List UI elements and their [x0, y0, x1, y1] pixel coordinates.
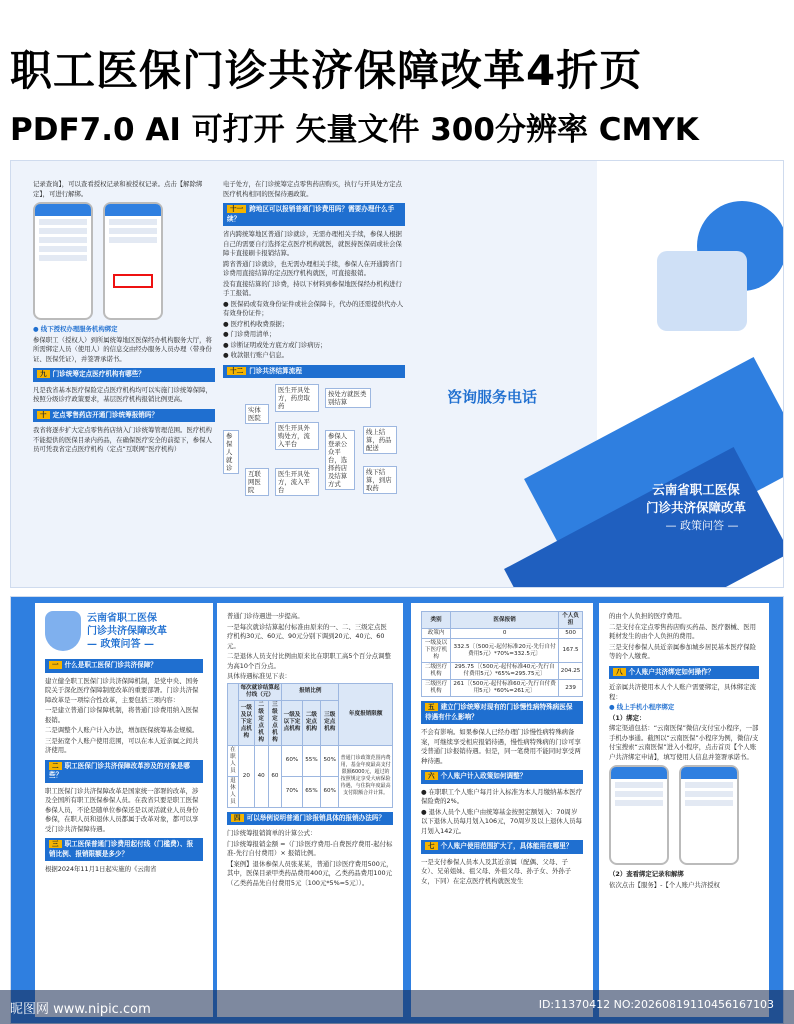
body-text: 三是拓宽个人账户使用范围，可以在本人近亲属之间共济使用。 — [45, 736, 199, 754]
table-header: 医保报销 — [451, 612, 559, 629]
cover-title-line: 门诊共济保障改革 — [645, 500, 746, 515]
body-text: ● 在职职工个人账户每月计入标准为本人月缴纳基本医疗保险费的2%。 — [421, 787, 582, 805]
watermark-site: 昵图网 www.nipic.com — [10, 1002, 151, 1017]
table-cell: 295.75〔（500元-起付标准40元-先行自付费用5元）*65%=295.75元〕 — [451, 663, 559, 680]
body-text: 普通门诊待遇进一步提高。 — [227, 612, 304, 620]
page-title: 职工医保门诊共济保障改革4折页 — [10, 46, 643, 95]
phone-mockup — [609, 765, 669, 865]
body-text: 我省将逐步扩大定点零售药店纳入门诊统筹管理范围。医疗机构不能提供的医保目录内药品，在确保医疗安全的前提下，参保人员可凭我省定点医疗机构（定点“互联网”医疗机构） — [33, 426, 212, 453]
section-heading — [33, 409, 215, 423]
table-cell: 70% — [282, 776, 303, 807]
section-title: 定点零售药店开通门诊统筹报销吗？ — [52, 410, 159, 419]
front-sheet — [10, 160, 784, 588]
table-header: 年度报销限额 — [339, 683, 393, 745]
panel-2 — [217, 603, 403, 1017]
item-heading: ● 线上手机小程序绑定 — [609, 703, 675, 711]
watermark-bar — [0, 990, 794, 1024]
table-cell: 60% — [321, 776, 339, 807]
list-item: ● 收款银行账户信息。 — [223, 351, 289, 359]
body-text: 门诊统筹报销金额 =（门诊医疗费用-自费医疗费用-起付标准-先行自付费用）× 报销比例。 — [227, 839, 393, 857]
table-cell: 60 — [268, 745, 282, 807]
body-text: 二是调整个人账户计入办法，增加医保统筹基金规模。 — [45, 726, 199, 734]
table-row — [228, 745, 393, 776]
panel-2 — [223, 161, 405, 587]
table-row — [422, 639, 583, 663]
table-cell: 政策内 — [422, 629, 451, 639]
consult-heading: 咨询服务电话 — [447, 388, 538, 406]
table-cell: 普通门诊政策范围内费用，基金年度最高支付限额6000元，超过的按照规定享受大病保险待遇，与住院年度最高支付限额合并计算。 — [339, 745, 393, 807]
section-number: 六 — [425, 772, 438, 780]
cover-subtitle: — 政策问答 — — [665, 519, 739, 532]
intro-text: 记录查询】，可以查看授权记录和被授权记录。点击【解除绑定】，可进行解绑。 — [33, 180, 203, 198]
table-header: 个人负担 — [559, 612, 583, 629]
highlight-box — [113, 274, 153, 288]
flow-node: 线下结算，到店取药 — [363, 466, 397, 494]
table-header: 类别 — [422, 612, 451, 629]
phone-screenshots — [33, 200, 215, 324]
section-number: 十一 — [227, 205, 246, 213]
table-cell: 20 — [238, 745, 254, 807]
body-text: 凡是我省基本医疗保险定点医疗机构均可以实施门诊统筹保障，按照分级诊疗政策要求，基层医疗机构报销比例更高。 — [33, 385, 212, 403]
back-sheet — [10, 596, 784, 1024]
flow-node: 按处方就医类别结算 — [325, 388, 371, 408]
cover-panel — [597, 161, 784, 587]
body-text: 建立健全职工医保门诊共济保障机制，是党中央、国务院关于深化医疗保障制度改革的重要部署。门诊共济保障改革是一项综合性改革，主要包括三项内容： — [45, 676, 199, 704]
section-title: 门诊统筹定点医疗机构有哪些？ — [52, 370, 145, 378]
flow-start: 参保人就诊 — [223, 430, 239, 474]
section-heading — [45, 838, 203, 861]
body-text: ● 退休人员个人账户由统筹基金按照定额划入：70周岁以下退休人员每月划入106元，70周岁及以上退休人员每月划入142元。 — [421, 807, 582, 835]
flow-node: 实体医院 — [245, 404, 269, 424]
panel-4 — [599, 603, 769, 1017]
benefit-table — [227, 683, 393, 808]
section-number: 十 — [37, 411, 50, 419]
table-title: 具体待遇标准见下表： — [227, 672, 291, 680]
flow-node: 医生开具外购处方，流入平台 — [275, 422, 319, 450]
logo-line: 云南省职工医保 — [87, 612, 157, 624]
phone-mockup — [679, 765, 739, 865]
table-cell: 65% — [302, 776, 320, 807]
cover-title-line: 云南省职工医保 — [652, 482, 740, 497]
shield-icon — [45, 611, 81, 651]
body-text: 职工医保门诊共济保障改革是国家统一部署的改革，涉及全国所有职工医保参保人员。在我省只要是职工医保参保人员，不论是随单位参保还是以灵活就业人员身份参保，在职人员和退休人员都属于改革对象，都可以享受门诊共济保障待遇。 — [45, 786, 199, 833]
list-item: ● 诊断证明或处方底方或门诊病历； — [223, 340, 327, 349]
flow-node: 参保人登录公众平台，选择药店及结算方式 — [325, 430, 355, 490]
table-cell: 261〔（500元-起付标准60元-先行自付费用5元）*60%=261元〕 — [451, 680, 559, 697]
panel-1 — [35, 603, 213, 1017]
table-cell: 55% — [302, 745, 320, 776]
table-header: 一级及以下定点机构 — [282, 700, 303, 745]
intro-text: 电子处方，在门诊统筹定点零售药店购买，执行与开具处方定点医疗机构相同的医保待遇政策。 — [223, 180, 402, 198]
table-header: 一级及以下定点机构 — [238, 700, 254, 745]
table-row — [422, 663, 583, 680]
section-title: 可以举例说明普通门诊报销具体的报销办法吗？ — [246, 813, 386, 822]
section-title: 跨地区可以报销普通门诊费用吗？需要办理什么手续？ — [227, 205, 395, 223]
section-title: 个人账户共济绑定如何操作？ — [628, 667, 715, 676]
table-cell: 204.25 — [559, 663, 583, 680]
body-text: 一是支付参保人员本人及其近亲属（配偶、父母、子女）、兄弟姐妹、祖父母、外祖父母、孙子女、外孙子女，下同）在定点医疗机构就医发生 — [421, 857, 572, 885]
section-title: 建立门诊统筹对现有的门诊慢性病特殊病医保待遇有什么影响？ — [425, 703, 573, 721]
table-header: 二级定点机构 — [302, 700, 320, 745]
body-text: 根据2024年11月1日起实施的《云南省 — [45, 865, 157, 873]
table-header: 二级定点机构 — [254, 700, 268, 745]
body-text: 参保职工（授权人）到所属统筹地区医保经办机构服务大厅，将所需绑定人员（使用人）的信息交由经办服务人员办理（带身份证、医保凭证），并签署承诺书。 — [33, 335, 212, 363]
body-text: 近亲属共济使用本人个人账户需要绑定，具体绑定流程： — [609, 683, 756, 701]
item-heading: ● 线下授权办理服务机构绑定 — [33, 325, 118, 333]
watermark-id: ID:11370412 NO:20260819110456167103 — [538, 998, 774, 1011]
table-cell: 在职人员 — [228, 745, 239, 776]
section-number: 十二 — [227, 367, 246, 375]
body-text: 二是支付在定点零售药店购买药品、医疗器械、医用耗材发生的由个人负担的费用。 — [609, 622, 756, 640]
phone-mockup — [103, 202, 163, 320]
table-cell: 239 — [559, 680, 583, 697]
body-text: 门诊统筹报销简单的计算公式： — [227, 829, 317, 837]
section-number: 九 — [37, 370, 50, 378]
section-number: 一 — [49, 661, 62, 669]
section-heading — [421, 770, 583, 784]
section-number: 七 — [425, 842, 438, 850]
section-heading — [33, 368, 215, 382]
panel-3 — [411, 603, 593, 1017]
phone-screenshots — [609, 763, 759, 869]
table-cell: 40 — [254, 745, 268, 807]
section-heading — [223, 365, 405, 379]
panel-1 — [33, 161, 215, 587]
body-text: 三是支付参保人员近亲属参加城乡居民基本医疗保险等的个人缴费。 — [609, 642, 756, 660]
body-text: 省内跨统筹地区普通门诊就诊，无需办理相关手续，参保人根据自己的需要自行选择定点医疗机构就医，就医持医保码或社会保障卡直接刷卡报销结算。 — [223, 230, 402, 257]
table-cell: 一级及以下医疗机构 — [422, 639, 451, 663]
table-header: 三级定点机构 — [321, 700, 339, 745]
body-text: 绑定渠道包括：“云南医保”微信/支付宝小程序，一部手机办事通。截图以“云南医保”小程序为例，微信/支付宝搜索“云南医保”进入小程序，点击首页【个人账户共济绑定申请】，填写使用人信息并签署承诺书。 — [609, 724, 759, 761]
flow-node: 医生开具处方，药房取药 — [275, 384, 319, 412]
section-heading — [45, 659, 203, 673]
file-specs: PDF7.0 AI 可打开 矢量文件 300分辨率 CMYK — [10, 112, 699, 148]
settlement-flowchart — [223, 382, 405, 502]
phone-mockup — [33, 202, 93, 320]
logo-line: 门诊共济保障改革 — [87, 625, 167, 637]
section-title: 门诊共济结算流程 — [249, 366, 302, 375]
section-title: 职工医保普通门诊费用起付线（门槛费）、报销比例、报销限额是多少？ — [49, 840, 194, 858]
list-item: ● 医保码或有效身份证件或社会保障卡，代办的还需提供代办人有效身份证件； — [223, 299, 404, 317]
table-header: 报销比例 — [282, 683, 339, 700]
body-text: 【案例】退休参保人员张某某，普通门诊医疗费用500元，其中，医保目录甲类药品费用400元，乙类药品费用100元（乙类药品先自付费用5元〔100元*5%=5元〕）。 — [227, 859, 393, 887]
section-number: 四 — [231, 814, 244, 822]
table-cell: 167.5 — [559, 639, 583, 663]
section-title: 个人账户使用范围扩大了，具体能用在哪里？ — [440, 842, 573, 850]
table-cell: 0 — [451, 629, 559, 639]
panel-3 — [407, 161, 595, 587]
table-cell: 二级医疗机构 — [422, 663, 451, 680]
table-cell: 50% — [321, 745, 339, 776]
section-heading — [227, 812, 393, 826]
step-heading: （2）查看绑定记录和解绑 — [609, 870, 684, 878]
logo-line: — 政策问答 — — [87, 638, 154, 650]
section-heading — [421, 701, 583, 724]
body-text: 的由个人负担的医疗费用。 — [609, 612, 686, 620]
table-cell: 60% — [282, 745, 303, 776]
brand-logo — [45, 611, 203, 651]
table-cell: 退休人员 — [228, 776, 239, 807]
section-title: 职工医保门诊共济保障改革涉及的对象是哪些？ — [49, 761, 190, 779]
table-row — [422, 680, 583, 697]
section-number: 八 — [613, 668, 626, 676]
body-text: 不会有影响。如果参保人已经办理门诊慢性病特殊病备案，可继续享受相应报销待遇，慢性病特殊病的门诊可享受普通门诊报销待遇。但是，同一笔费用不能同时享受两种待遇。 — [421, 728, 581, 765]
section-number: 二 — [49, 762, 62, 770]
list-item: ● 医疗机构收费票据； — [223, 319, 289, 328]
table-cell: 500 — [559, 629, 583, 639]
section-heading — [223, 203, 405, 226]
section-number: 三 — [49, 840, 62, 848]
body-text: 依次点击【服务】-【个人账户共济授权 — [609, 880, 720, 889]
table-header: 三级定点机构 — [268, 700, 282, 745]
section-number: 五 — [425, 703, 438, 711]
table-header: 每次就诊结算起付线（元） — [238, 683, 281, 700]
table-cell: 332.5〔（500元-起付标准20元-先行自付费用5元）*70%=332.5元〕 — [451, 639, 559, 663]
body-text: 一是建立普通门诊保障机制，将普通门诊费用纳入医保报销。 — [45, 706, 199, 724]
section-heading — [609, 666, 759, 680]
example-table — [421, 611, 583, 697]
section-heading — [421, 840, 583, 854]
table-row — [422, 629, 583, 639]
body-text: 跨省普通门诊就诊，也无需办理相关手续，参保人在开通跨省门诊费用直接结算的定点医疗机构就医，可直接报销。 — [223, 259, 402, 277]
body-text: 二是退休人员支付比例由原来比在职职工高5个百分点调整为高10个百分点。 — [227, 652, 391, 670]
section-title: 个人账户计入政策如何调整？ — [440, 772, 527, 780]
table-cell: 三级医疗机构 — [422, 680, 451, 697]
flow-node: 线上结算，药品配送 — [363, 426, 397, 454]
section-heading — [45, 760, 203, 783]
section-title: 什么是职工医保门诊共济保障？ — [64, 661, 157, 669]
flow-node: 医生开具处方，流入平台 — [275, 468, 319, 496]
flow-node: 互联网医院 — [245, 468, 269, 496]
body-text: 一是每次就诊结算起付标准由原来的一、二、三级定点医疗机构30元、60元、90元分别下调到20元、40元、60元。 — [227, 622, 387, 650]
list-item: ● 门诊费用清单； — [223, 330, 276, 338]
step-heading: （1）绑定： — [609, 713, 646, 722]
cover-title — [621, 481, 771, 517]
body-text: 没有直接结算的门诊费，持以下材料到参保地医保经办机构进行手工报销。 — [223, 279, 402, 297]
